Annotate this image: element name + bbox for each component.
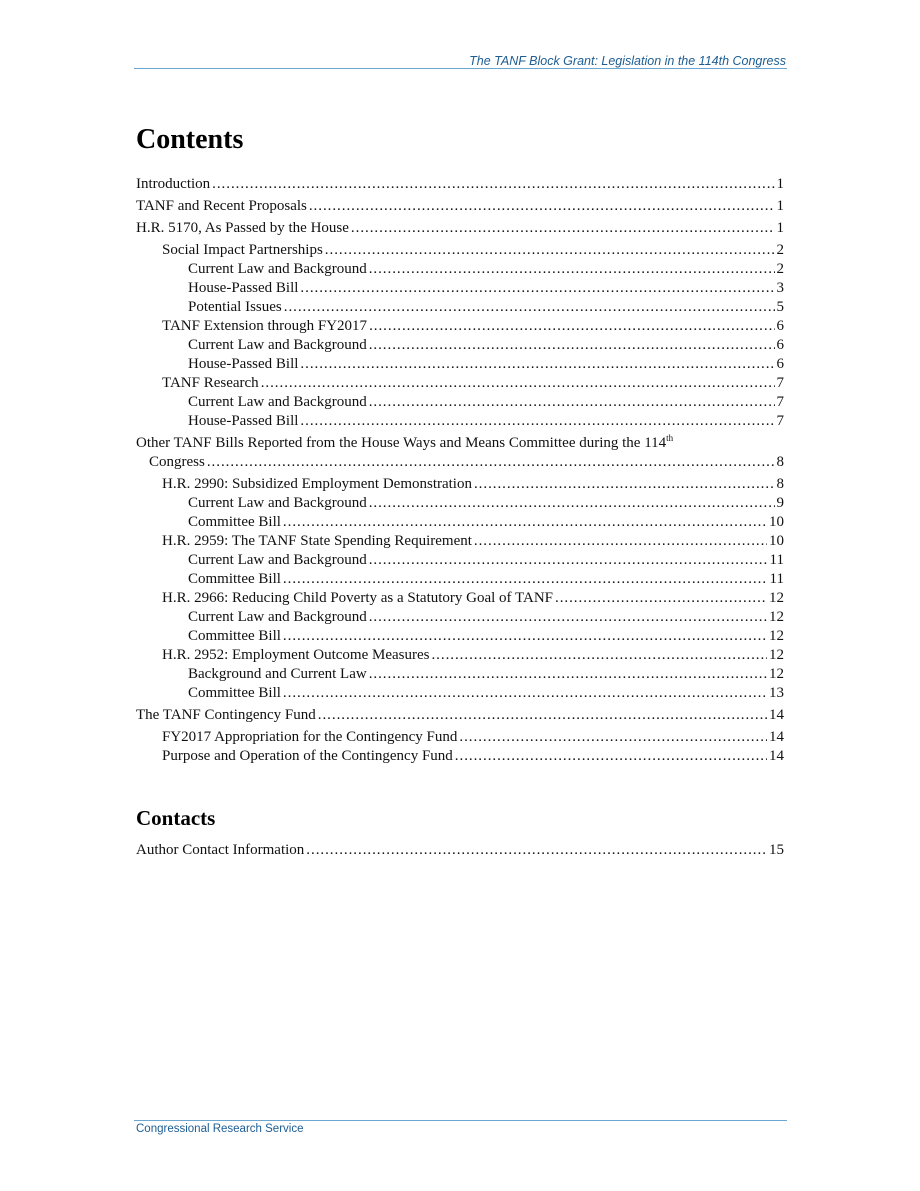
- toc-page-number: 11: [769, 571, 784, 587]
- footer-text: Congressional Research Service: [136, 1123, 304, 1135]
- toc-page-number: 12: [769, 590, 784, 606]
- toc-page-number: 6: [776, 337, 784, 353]
- toc-entry-hr2990[interactable]: H.R. 2990: Subsidized Employment Demonstration . . . 8: [136, 475, 784, 494]
- toc-entry-social-impact-partnerships[interactable]: Social Impact Partnerships . . . 2: [136, 241, 784, 260]
- toc-entry[interactable]: Background and Current Law . . . 12: [136, 665, 784, 684]
- toc-entry-introduction[interactable]: Introduction . . . 1: [136, 175, 784, 194]
- toc-page-number: 14: [769, 729, 784, 745]
- toc-entry-tanf-extension[interactable]: TANF Extension through FY2017 . . . 6: [136, 317, 784, 336]
- contents-heading: Contents: [136, 124, 244, 155]
- toc-entry-purpose-operation[interactable]: Purpose and Operation of the Contingency Fund . . . 14: [136, 747, 784, 766]
- toc-entry-tanf-recent-proposals[interactable]: TANF and Recent Proposals . . . 1: [136, 197, 784, 216]
- toc-page-number: 2: [776, 261, 784, 277]
- toc-page-number: 6: [776, 356, 784, 372]
- toc-entry-fy2017-appropriation[interactable]: FY2017 Appropriation for the Contingency Fund . . . 14: [136, 728, 784, 747]
- toc-page-number: 12: [769, 628, 784, 644]
- contacts-heading: Contacts: [136, 806, 216, 830]
- toc-page-number: 10: [769, 533, 784, 549]
- toc-entry[interactable]: Committee Bill . . . 13: [136, 684, 784, 703]
- footer-rule: [134, 1120, 787, 1121]
- toc-entry[interactable]: Current Law and Background . . . 2: [136, 260, 784, 279]
- toc-page-number: 14: [769, 748, 784, 764]
- toc-page-number: 9: [776, 495, 784, 511]
- toc-page-number: 3: [776, 280, 784, 296]
- toc-entry-tanf-research[interactable]: TANF Research . . . 7: [136, 374, 784, 393]
- toc-entry-hr2966[interactable]: H.R. 2966: Reducing Child Poverty as a Statutory Goal of TANF . . . 12: [136, 589, 784, 608]
- toc-entry[interactable]: Current Law and Background . . . 11: [136, 551, 784, 570]
- toc-page-number: 5: [776, 299, 784, 315]
- toc-page-number: 1: [776, 176, 784, 192]
- toc-page-number: 12: [769, 609, 784, 625]
- toc-entry[interactable]: Potential Issues . . . 5: [136, 298, 784, 317]
- toc-page-number: 12: [769, 647, 784, 663]
- toc-page-number: 12: [769, 666, 784, 682]
- header-rule: [134, 68, 787, 69]
- toc-page-number: 7: [776, 375, 784, 391]
- toc-entry[interactable]: House-Passed Bill . . . 3: [136, 279, 784, 298]
- toc-page-number: 7: [776, 394, 784, 410]
- toc-entry-hr5170[interactable]: H.R. 5170, As Passed by the House . . . 1: [136, 219, 784, 238]
- toc-page-number: 7: [776, 413, 784, 429]
- toc-entry-contingency-fund[interactable]: The TANF Contingency Fund . . . 14: [136, 706, 784, 725]
- toc-entry[interactable]: Committee Bill . . . 12: [136, 627, 784, 646]
- toc-entry[interactable]: Current Law and Background . . . 6: [136, 336, 784, 355]
- toc-page-number: 8: [776, 454, 784, 470]
- toc-page-number: 1: [776, 198, 784, 214]
- toc-entry[interactable]: Current Law and Background . . . 7: [136, 393, 784, 412]
- toc-page-number: 11: [769, 552, 784, 568]
- toc-page-number: 6: [776, 318, 784, 334]
- table-of-contents: [136, 172, 784, 766]
- toc-page-number: 10: [769, 514, 784, 530]
- toc-page-number: 13: [769, 685, 784, 701]
- toc-entry-author-contact[interactable]: Author Contact Information . . . 15: [136, 841, 784, 860]
- running-header: The TANF Block Grant: Legislation in the 114th Congress: [469, 54, 786, 68]
- toc-entry[interactable]: House-Passed Bill . . . 6: [136, 355, 784, 374]
- toc-entry-other-tanf-bills[interactable]: Other TANF Bills Reported from the House Ways and Means Committee during the 114th Congress . . . 8: [136, 434, 784, 472]
- toc-page-number: 2: [776, 242, 784, 258]
- toc-page-number: 15: [769, 842, 784, 858]
- toc-page-number: 1: [776, 220, 784, 236]
- toc-entry[interactable]: Committee Bill . . . 11: [136, 570, 784, 589]
- toc-page-number: 14: [769, 707, 784, 723]
- toc-entry-hr2952[interactable]: H.R. 2952: Employment Outcome Measures . . . 12: [136, 646, 784, 665]
- toc-entry[interactable]: Current Law and Background . . . 9: [136, 494, 784, 513]
- toc-entry[interactable]: Current Law and Background . . . 12: [136, 608, 784, 627]
- contacts-list: [136, 841, 784, 860]
- toc-entry-hr2959[interactable]: H.R. 2959: The TANF State Spending Requirement . . . 10: [136, 532, 784, 551]
- toc-page-number: 8: [776, 476, 784, 492]
- toc-entry[interactable]: Committee Bill . . . 10: [136, 513, 784, 532]
- toc-entry[interactable]: House-Passed Bill . . . 7: [136, 412, 784, 431]
